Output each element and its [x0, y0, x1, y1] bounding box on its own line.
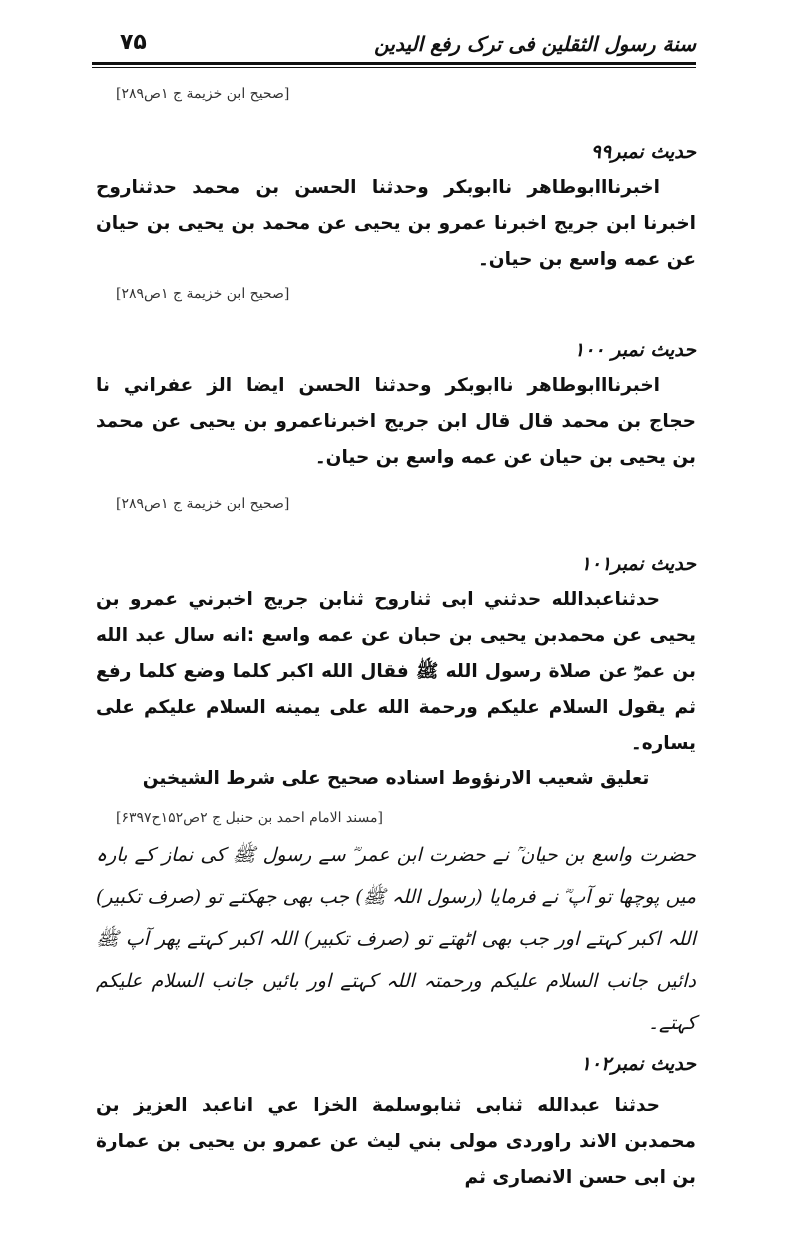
reference-citation: [صحیح ابن خزیمة ج ۱ص۲۸۹] [116, 86, 290, 102]
authentication-comment: تعليق شعيب الارنؤوط اسناده صحيح على شرط الشيخين [142, 768, 650, 789]
reference-citation: [مسند الامام احمد بن حنبل ج ۲ص۱۵۲ح۶۳۹۷] [116, 810, 383, 826]
hadith-heading-99: حدیث نمبر۹۹ [590, 141, 696, 163]
page-content [96, 86, 696, 1196]
reference-citation: [صحیح ابن خزیمة ج ۱ص۲۸۹] [116, 496, 290, 512]
running-title: سنة رسول الثقلین فی ترک رفع الیدین [374, 32, 696, 56]
header-rule-thick [92, 62, 696, 65]
urdu-translation: حضرت واسع بن حیان ؒ نے حضرت ابن عمر ؓ سے رسول ﷺ کی نماز کے بارہ میں پوچھا تو آپ ؓ نے فرمایا (رسول اللہ ﷺ) جب بھی جھکتے تو (صرف تکبیر) اللہ اکبر کہتے اور جب بھی اٹھتے تو (صرف تکبیر) اللہ اکبر کہتے پھر آپ ﷺ دائیں جانب السلام علیکم ورحمتہ اللہ کہتے اور بائیں جانب السلام علیکم کہتے۔ [96, 844, 696, 1034]
header-rule-thin [92, 67, 696, 68]
hadith-text-100: اخبرنااابوطاهر ناابوبكر وحدثنا الحسن ايضا الز عفراني نا حجاج بن محمد قال قال ابن جريج اخبرناعمرو بن يحيى عن محمد بن يحيى بن حيان عن عمه واسع بن حيان۔ [96, 375, 696, 468]
hadith-text-102: حدثنا عبدالله ثنابى ثنابوسلمة الخزا عي اناعبد العزيز بن محمدبن الاند راوردى مولى بني ليث عن عمرو بن يحيى بن عمارة بن ابى حسن الانصارى ثم [96, 1095, 696, 1188]
page-number: ۷۵ [120, 30, 147, 55]
reference-citation: [صحیح ابن خزیمة ج ۱ص۲۸۹] [116, 286, 290, 302]
hadith-heading-100: حدیث نمبر ۱۰۰ [573, 339, 696, 361]
hadith-heading-102: حدیث نمبر۱۰۲ [580, 1053, 696, 1075]
page-header [92, 28, 696, 62]
hadith-heading-101: حدیث نمبر۱۰۱ [580, 553, 696, 575]
hadith-text-101: حدثناعبدالله حدثني ابى ثناروح ثنابن جريج اخبرني عمرو بن يحيى عن محمدبن يحيى بن حبان عن عمه واسع :انه سال عبد الله بن عمرؓ عن صلاة رسول الله ﷺ فقال الله اكبر كلما وضع كلما رفع ثم يقول السلام عليكم ورحمة الله على يمينه السلام عليكم على يساره۔ [96, 589, 696, 754]
hadith-text-99: اخبرنااابوطاهر ناابوبكر وحدثنا الحسن بن محمد حدثناروح اخبرنا ابن جريج اخبرنا عمرو بن يحيى عن محمد بن يحيى بن حيان عن عمه واسع بن حيان۔ [96, 177, 696, 270]
